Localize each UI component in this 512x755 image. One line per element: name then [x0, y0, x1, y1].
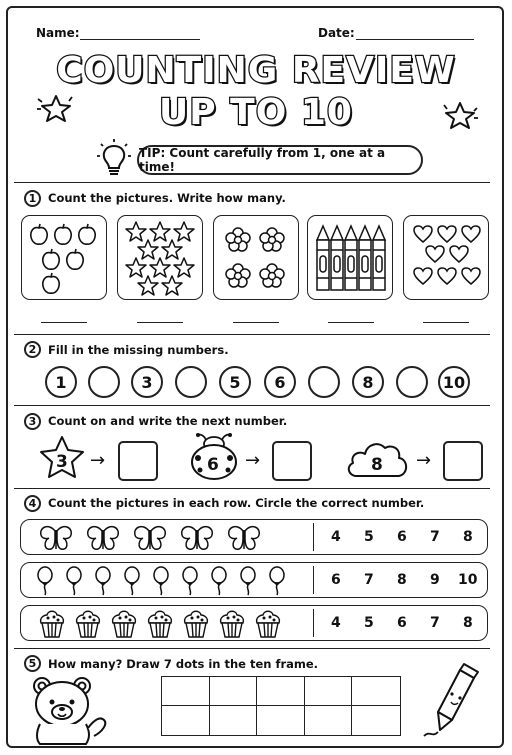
heart-group-icon — [410, 222, 484, 296]
title-line-2: UP TO 10 — [159, 92, 353, 133]
start-number: 6 — [207, 455, 219, 475]
flower-group-icon — [222, 222, 292, 294]
blank-number-circle[interactable] — [88, 366, 120, 398]
ten-frame-cell[interactable] — [257, 706, 305, 735]
star-group-icon — [122, 220, 198, 296]
answer-line[interactable] — [423, 322, 469, 323]
number-option[interactable]: 10 — [458, 572, 478, 588]
picture-box-stars — [117, 215, 203, 300]
name-line[interactable] — [80, 39, 200, 40]
apple-group-icon — [26, 222, 102, 296]
number-option[interactable]: 7 — [364, 572, 374, 588]
ten-frame-cell[interactable] — [305, 706, 353, 735]
picture-box-crayons — [307, 215, 393, 300]
number-circle: 3 — [131, 366, 163, 398]
answer-line[interactable] — [328, 322, 374, 323]
cupcake-group-icon — [37, 609, 287, 639]
question-text: Fill in the missing numbers. — [48, 343, 229, 357]
question-number: 2 — [24, 341, 41, 358]
pencil-icon — [420, 666, 482, 740]
number-option[interactable]: 7 — [430, 529, 440, 545]
question-number: 3 — [24, 413, 41, 430]
answer-line[interactable] — [233, 322, 279, 323]
start-number: 8 — [371, 455, 383, 475]
number-option[interactable]: 8 — [463, 529, 473, 545]
blank-number-circle[interactable] — [175, 366, 207, 398]
row-divider — [313, 566, 314, 594]
date-line[interactable] — [356, 39, 474, 40]
lightbulb-icon — [96, 138, 132, 178]
ten-frame-cell[interactable] — [162, 706, 210, 735]
date-label: Date: — [318, 26, 355, 40]
number-option[interactable]: 5 — [364, 529, 374, 545]
picture-box-apples — [21, 215, 107, 300]
star-icon — [36, 93, 76, 123]
answer-box[interactable] — [443, 441, 483, 481]
divider — [14, 405, 490, 406]
picture-box-flowers — [213, 215, 299, 300]
ten-frame-cell[interactable] — [305, 677, 353, 706]
question-text: How many? Draw 7 dots in the ten frame. — [48, 657, 319, 671]
name-label: Name: — [36, 26, 80, 40]
divider — [14, 334, 490, 335]
answer-line[interactable] — [41, 322, 87, 323]
number-option[interactable]: 5 — [364, 615, 374, 631]
number-option[interactable]: 4 — [331, 615, 341, 631]
answer-line[interactable] — [137, 322, 183, 323]
picture-box-hearts — [403, 215, 489, 300]
teddy-bear-icon — [30, 676, 116, 744]
tip-box: TIP: Count carefully from 1, one at a time! — [137, 145, 423, 175]
counting-row-butterflies — [20, 519, 488, 555]
answer-box[interactable] — [272, 441, 312, 481]
question-text: Count the pictures in each row. Circle the correct number. — [48, 496, 425, 510]
ten-frame-cell[interactable] — [162, 677, 210, 706]
arrow: → — [90, 450, 106, 471]
number-option[interactable]: 7 — [430, 615, 440, 631]
number-circle: 8 — [352, 366, 384, 398]
question-number: 1 — [24, 190, 41, 207]
number-circle: 6 — [264, 366, 296, 398]
number-option[interactable]: 9 — [430, 572, 440, 588]
divider — [14, 648, 490, 649]
question-number: 5 — [24, 655, 41, 672]
number-option[interactable]: 6 — [397, 529, 407, 545]
title-line-1: COUNTING REVIEW — [56, 50, 456, 91]
question-text: Count the pictures. Write how many. — [48, 191, 286, 205]
number-option[interactable]: 6 — [331, 572, 341, 588]
ten-frame-cell[interactable] — [210, 706, 258, 735]
number-option[interactable]: 6 — [397, 615, 407, 631]
star-icon — [440, 100, 480, 130]
question-number: 4 — [24, 495, 41, 512]
ten-frame[interactable] — [161, 676, 401, 736]
blank-number-circle[interactable] — [396, 366, 428, 398]
arrow: → — [416, 450, 432, 471]
butterfly-group-icon — [37, 524, 287, 552]
ten-frame-cell[interactable] — [352, 706, 400, 735]
number-circle: 1 — [45, 366, 77, 398]
number-option[interactable]: 4 — [331, 529, 341, 545]
ten-frame-cell[interactable] — [352, 677, 400, 706]
start-number: 3 — [56, 452, 68, 472]
counting-row-balloons — [20, 562, 488, 598]
blank-number-circle[interactable] — [308, 366, 340, 398]
balloon-group-icon — [35, 566, 295, 596]
number-option[interactable]: 8 — [397, 572, 407, 588]
crayon-group-icon — [314, 224, 388, 294]
number-circle: 10 — [438, 366, 470, 398]
number-option[interactable]: 8 — [463, 615, 473, 631]
number-circle: 5 — [219, 366, 251, 398]
divider — [14, 488, 490, 489]
ten-frame-cell[interactable] — [257, 677, 305, 706]
row-divider — [313, 523, 314, 551]
arrow: → — [245, 450, 261, 471]
question-text: Count on and write the next number. — [48, 414, 288, 428]
row-divider — [313, 609, 314, 637]
counting-row-cupcakes — [20, 605, 488, 641]
ten-frame-cell[interactable] — [210, 677, 258, 706]
divider — [14, 182, 490, 183]
answer-box[interactable] — [118, 441, 158, 481]
